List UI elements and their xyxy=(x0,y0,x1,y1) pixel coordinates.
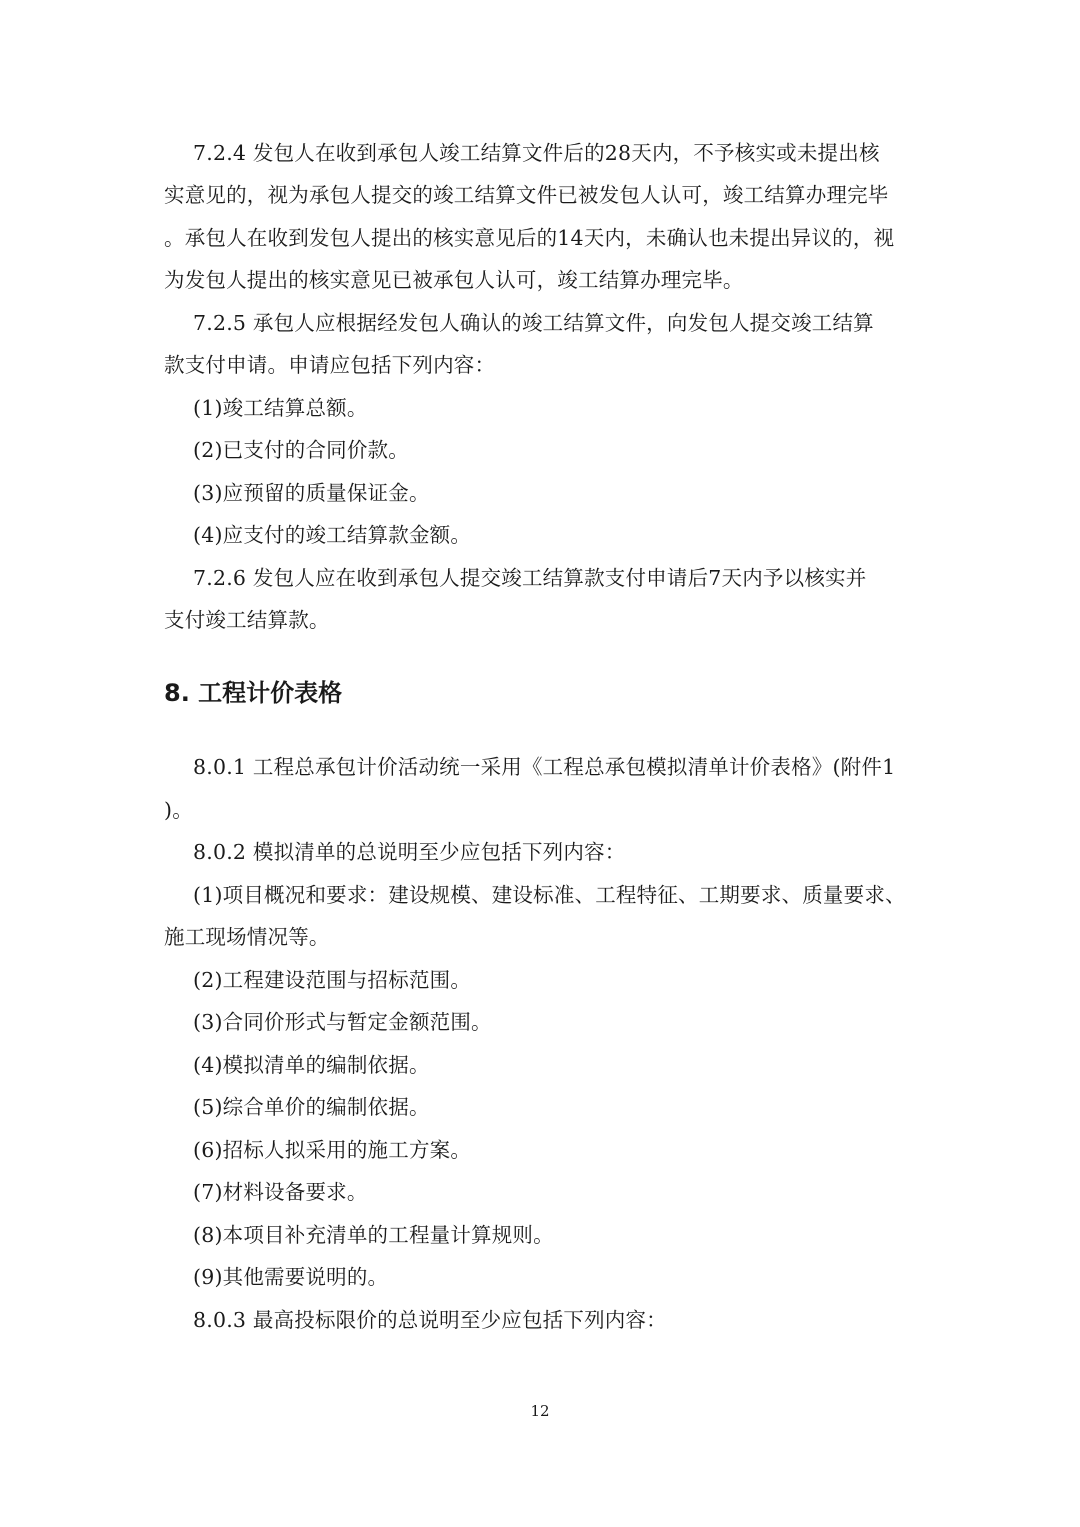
list-item-8-0-2-1: (1)项目概况和要求：建设规模、建设标准、工程特征、工期要求、质量要求、 xyxy=(193,883,906,907)
list-item-8-0-2-4: (4)模拟清单的编制依据。 xyxy=(193,1053,430,1077)
paragraph-8-0-3: 8.0.3 最高投标限价的总说明至少应包括下列内容： xyxy=(193,1308,667,1332)
list-item-8-0-2-1-cont: 施工现场情况等。 xyxy=(164,925,330,949)
list-item-8-0-2-8: (8)本项目补充清单的工程量计算规则。 xyxy=(193,1223,554,1247)
list-item-8-0-2-9: (9)其他需要说明的。 xyxy=(193,1265,389,1289)
paragraph-7-2-6-line-1: 7.2.6 发包人应在收到承包人提交竣工结算款支付申请后7天内予以核实并 xyxy=(193,566,867,590)
list-item-7-2-5-1: (1)竣工结算总额。 xyxy=(193,396,368,420)
list-item-8-0-2-5: (5)综合单价的编制依据。 xyxy=(193,1095,430,1119)
paragraph-7-2-5-line-1: 7.2.5 承包人应根据经发包人确认的竣工结算文件，向发包人提交竣工结算 xyxy=(193,311,874,335)
section-heading: 8. 工程计价表格 xyxy=(164,679,343,707)
list-item-8-0-2-6: (6)招标人拟采用的施工方案。 xyxy=(193,1138,472,1162)
paragraph-8-0-2: 8.0.2 模拟清单的总说明至少应包括下列内容： xyxy=(193,840,626,864)
list-item-8-0-2-2: (2)工程建设范围与招标范围。 xyxy=(193,968,472,992)
paragraph-8-0-1-line-1: 8.0.1 工程总承包计价活动统一采用《工程总承包模拟清单计价表格》(附件1 xyxy=(193,755,896,779)
paragraph-7-2-4-line-3: 。承包人在收到发包人提出的核实意见后的14天内，未确认也未提出异议的，视 xyxy=(164,226,895,250)
paragraph-7-2-4-line-4: 为发包人提出的核实意见已被承包人认可，竣工结算办理完毕。 xyxy=(164,268,744,292)
paragraph-7-2-4-line-1: 7.2.4 发包人在收到承包人竣工结算文件后的28天内，不予核实或未提出核 xyxy=(193,141,880,165)
paragraph-7-2-5-line-2: 款支付申请。申请应包括下列内容： xyxy=(164,353,496,377)
list-item-8-0-2-7: (7)材料设备要求。 xyxy=(193,1180,368,1204)
paragraph-7-2-6-line-2: 支付竣工结算款。 xyxy=(164,608,330,632)
list-item-7-2-5-4: (4)应支付的竣工结算款金额。 xyxy=(193,523,472,547)
paragraph-7-2-4-line-2: 实意见的，视为承包人提交的竣工结算文件已被发包人认可，竣工结算办理完毕 xyxy=(164,183,889,207)
list-item-8-0-2-3: (3)合同价形式与暂定金额范围。 xyxy=(193,1010,492,1034)
page-number: 12 xyxy=(530,1402,550,1420)
list-item-7-2-5-3: (3)应预留的质量保证金。 xyxy=(193,481,430,505)
list-item-7-2-5-2: (2)已支付的合同价款。 xyxy=(193,438,409,462)
paragraph-8-0-1-line-2: )。 xyxy=(164,798,193,822)
